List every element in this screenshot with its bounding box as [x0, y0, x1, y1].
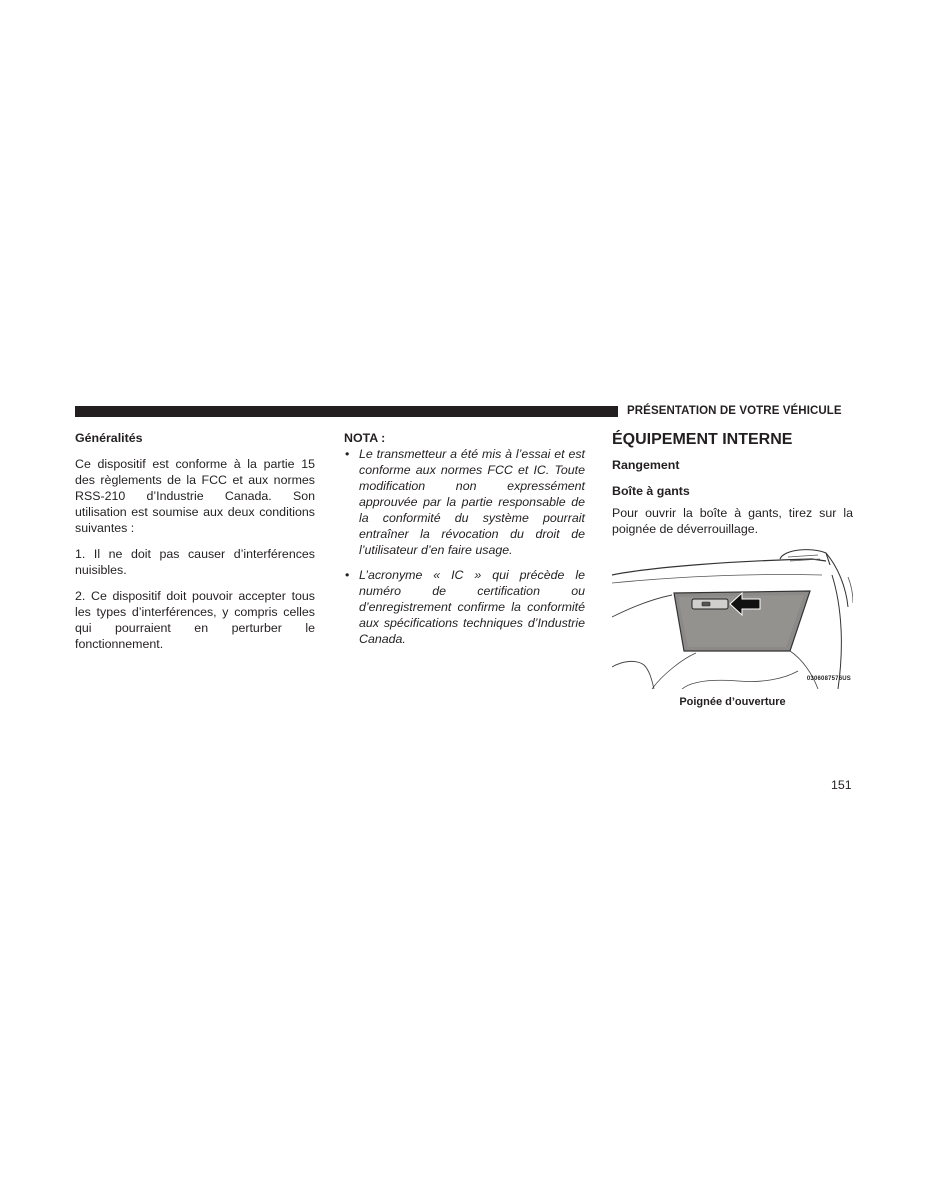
note-label: NOTA :	[344, 431, 386, 445]
condition-1: 1. Il ne doit pas causer d’interférences nuisibles.	[75, 547, 315, 577]
note-text: L’acronyme « IC » qui précède le numéro de certification ou d’enregistrement confirme la conformité aux spécifications techniques d’Industrie Canada.	[359, 568, 585, 646]
header-rule	[75, 406, 618, 417]
glovebox-heading: Boîte à gants	[612, 484, 690, 498]
note-item	[344, 446, 585, 558]
figure-code: 0306087576US	[806, 676, 851, 682]
note-list	[344, 446, 585, 647]
section-title: PRÉSENTATION DE VOTRE VÉHICULE	[627, 405, 842, 417]
column-interior	[612, 430, 853, 710]
column-general	[75, 430, 315, 662]
general-heading: Généralités	[75, 431, 143, 445]
storage-heading: Rangement	[612, 458, 680, 472]
condition-2: 2. Ce dispositif doit pouvoir accepter tous les types d’interférences, y compris celles qui pourraient en perturber le fonctionnement.	[75, 589, 315, 651]
note-text: Le transmetteur a été mis à l’essai et est conforme aux normes FCC et IC. Toute modification non expressément approuvée par la partie responsable de la conformité du système pourrait entraîner la révocation du droit de l’utilisateur d’en faire usage.	[359, 447, 585, 557]
figure-caption: Poignée d’ouverture	[679, 696, 786, 708]
interior-heading: ÉQUIPEMENT INTERNE	[612, 431, 793, 448]
glovebox-drawing	[612, 547, 853, 689]
column-note	[344, 430, 585, 656]
general-intro: Ce dispositif est conforme à la partie 15 des règlements de la FCC et aux normes RSS-210 d’Industrie Canada. Son utilisation est soumise aux deux conditions suivantes :	[75, 457, 315, 535]
glovebox-illustration	[612, 547, 853, 689]
bullet-icon: •	[345, 447, 350, 461]
note-item	[344, 567, 585, 647]
page-number: 151	[831, 778, 852, 792]
bullet-icon: •	[345, 568, 350, 582]
glovebox-paragraph: Pour ouvrir la boîte à gants, tirez sur la poignée de déverrouillage.	[612, 506, 853, 536]
